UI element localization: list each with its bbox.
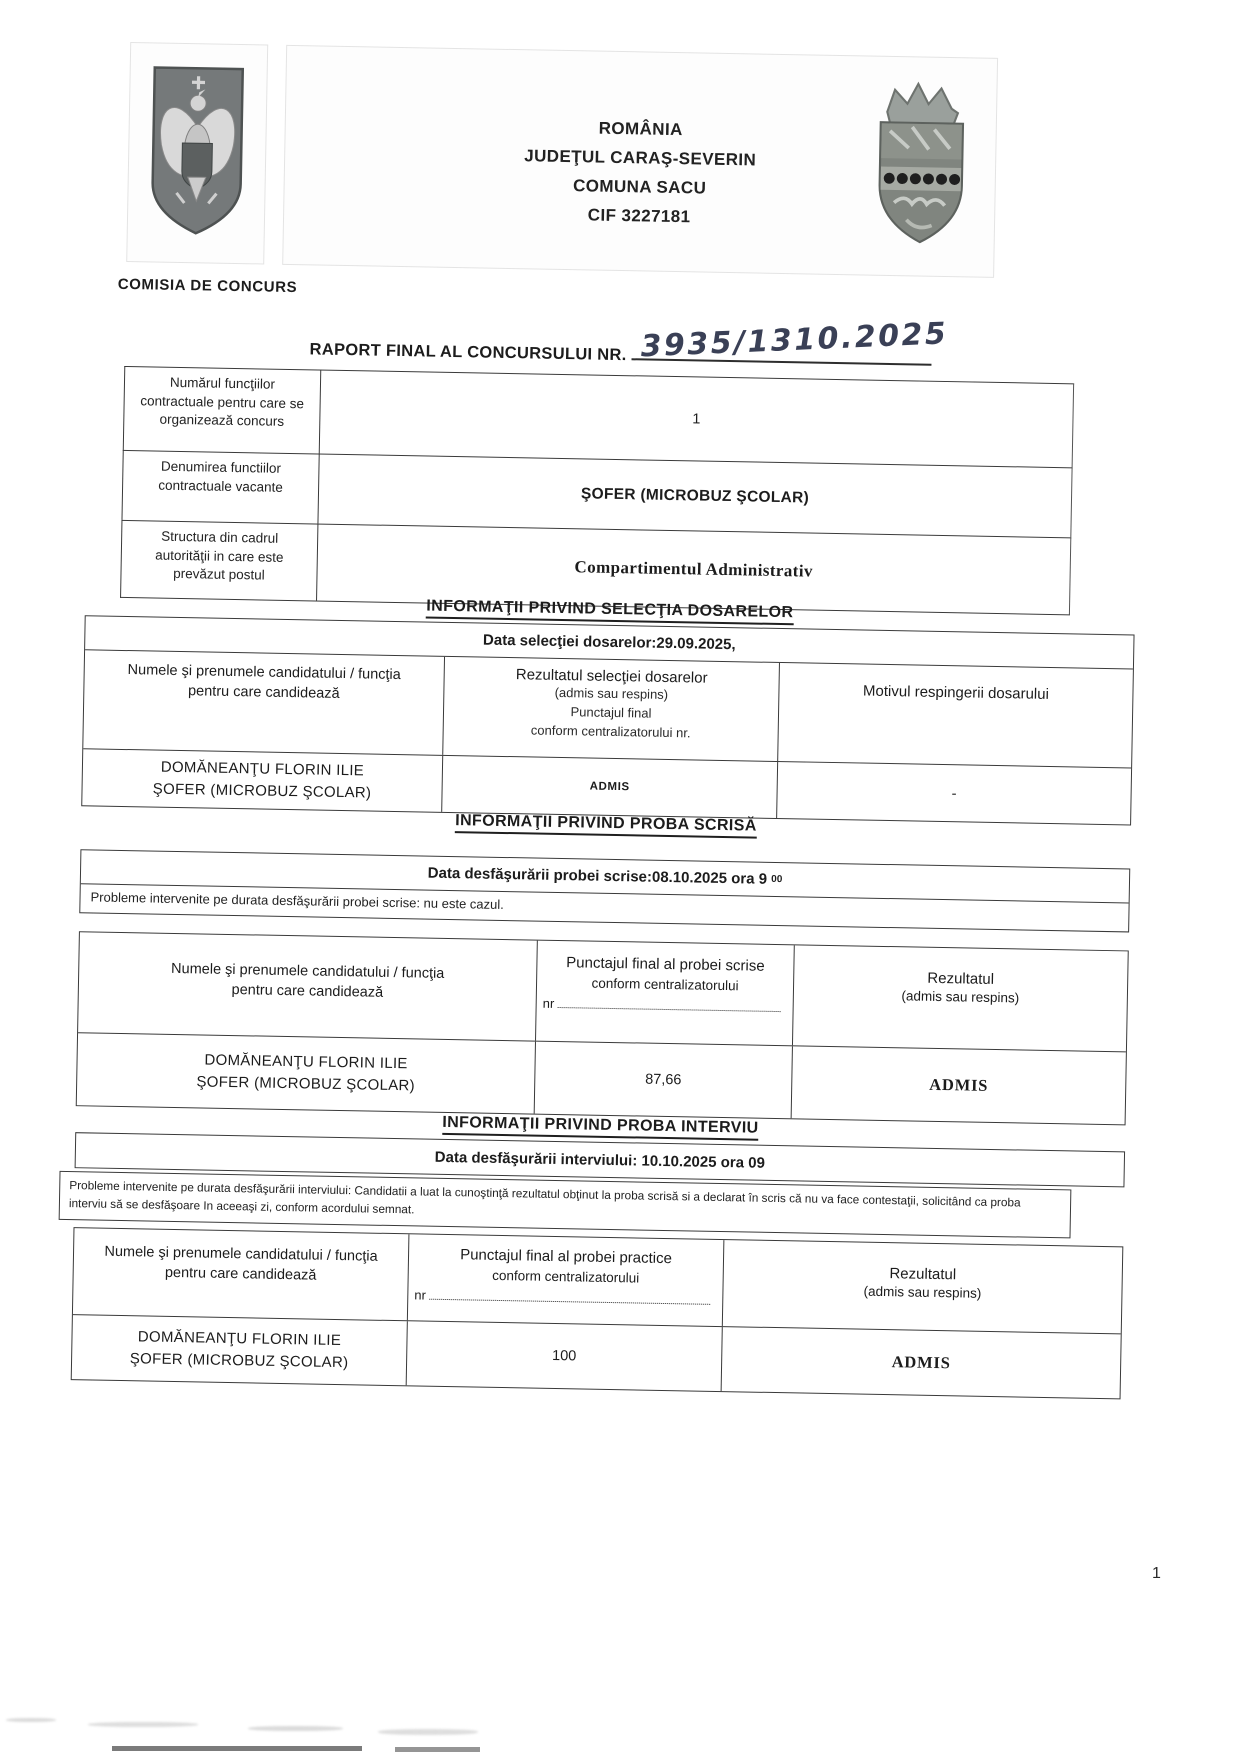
- nr-leader-line: nr: [408, 1281, 722, 1308]
- commune-coat-of-arms-icon: [862, 75, 981, 254]
- row-value: 1: [692, 410, 701, 428]
- selection-date-line: Data selecţiei dosarelor:29.09.2025,: [85, 616, 1133, 669]
- score-header-cell: Punctajul final al probei practice conform centralizatorului nr: [408, 1234, 725, 1326]
- selection-table: [81, 615, 1134, 825]
- fiscal-code: CIF 3227181: [587, 205, 691, 227]
- selection-header-row: [83, 650, 1133, 768]
- result-header-cell: Rezultatul (admis sau respins): [901, 969, 1020, 1006]
- scan-smudge: [88, 1722, 198, 1727]
- candidate-header-cell: Numele şi prenumele candidatului / funcţia pentru care candidează: [83, 650, 445, 755]
- reason-header-cell: Motivul respingerii dosarului: [862, 682, 1050, 703]
- result-header-cell: Rezultatul selecţiei dosarelor (admis sau respins) Punctajul final conform centralizatorului nr.: [443, 657, 780, 761]
- written-problems-line: Probleme intervenite pe durata desfăşurării probei scrise: nu este cazul.: [90, 889, 504, 912]
- county-name: JUDEŢUL CARAŞ-SEVERIN: [524, 146, 757, 170]
- row-label: Numărul funcţiilor contractuale pentru care se organizează concurs: [124, 367, 321, 454]
- scan-smudge: [6, 1718, 56, 1722]
- score-header-cell: Punctajul final al probei scrise conform centralizatorului nr: [536, 941, 795, 1046]
- candidate-header-cell: Numele şi prenumele candidatului / funcţia pentru care candidează: [73, 1228, 410, 1320]
- romania-coat-of-arms-icon: [146, 64, 249, 243]
- header-left-emblem-box: [126, 42, 268, 264]
- candidate-name: DOMĂNEANŢU FLORIN ILIE: [137, 1328, 342, 1350]
- candidate-cell: [77, 1033, 536, 1113]
- section-title-written: INFORMAŢII PRIVIND PROBA SCRISĂ: [81, 805, 1131, 842]
- report-number-underline: [631, 316, 949, 365]
- candidate-name: DOMĂNEANŢU FLORIN ILIE: [160, 758, 365, 780]
- handwritten-report-number: 3935/1310.2025: [639, 316, 949, 365]
- country-name: ROMÂNIA: [598, 118, 683, 140]
- scan-edge-artifact: [395, 1747, 480, 1752]
- dotted-leader: [429, 1288, 711, 1304]
- page-number: 1: [1152, 1565, 1161, 1582]
- row-label: Structura din cadrul autorităţii in care este prevăzut postul: [121, 521, 318, 601]
- row-label: Denumirea functiilor contractuale vacante: [122, 451, 319, 524]
- interview-problems-box: Probleme intervenite pe durata desfăşurării interviului: Candidatii a luat la cunoştinţă rezultatul obţinut la proba scrisă si a declarat în scris că nu va face contestaţii, solicitând ca proba interviu să se desfăşoare In aceeaşi zi, conform acordului semnat.: [59, 1171, 1072, 1238]
- report-title-label: RAPORT FINAL AL CONCURSULUI NR.: [309, 340, 627, 365]
- section-title-selection: INFORMAŢII PRIVIND SELECŢIA DOSARELOR: [85, 591, 1135, 628]
- selection-result: ADMIS: [442, 756, 778, 818]
- interview-score: 100: [407, 1321, 723, 1391]
- table-row: [123, 366, 1074, 467]
- candidate-cell: [72, 1315, 408, 1385]
- written-date-line: Data desfăşurării probei scrise:08.10.2025 ora 9 $_{00}$: [81, 850, 1129, 903]
- written-table: [76, 931, 1129, 1125]
- candidate-cell: [82, 749, 443, 812]
- written-info-box: [79, 849, 1130, 932]
- written-header-row: [78, 932, 1128, 1052]
- report-title-line: [309, 316, 949, 370]
- candidate-header-cell: Numele şi prenumele candidatului / funcţia pentru care candidează: [78, 932, 538, 1040]
- commission-label: COMISIA DE CONCURS: [117, 275, 298, 297]
- commune-name: COMUNA SACU: [572, 176, 707, 198]
- scan-smudge: [378, 1729, 478, 1735]
- summary-table: [120, 366, 1074, 615]
- candidate-function: ŞOFER (MICROBUZ ŞCOLAR): [152, 780, 372, 802]
- candidate-function: ŞOFER (MICROBUZ ŞCOLAR): [196, 1073, 416, 1095]
- candidate-function: ŞOFER (MICROBUZ ŞCOLAR): [129, 1350, 349, 1372]
- row-value: ŞOFER (MICROBUZ ŞCOLAR): [580, 484, 810, 507]
- scan-smudge: [248, 1726, 343, 1731]
- interview-table: [71, 1227, 1124, 1399]
- interview-result: ADMIS: [891, 1352, 951, 1373]
- written-result: ADMIS: [929, 1074, 989, 1095]
- result-header-cell: Rezultatul (admis sau respins): [863, 1265, 982, 1301]
- header-right-emblem-box: [844, 75, 997, 268]
- written-hour-superscript: 00: [771, 873, 783, 886]
- dotted-leader: [557, 996, 781, 1011]
- candidate-name: DOMĂNEANŢU FLORIN ILIE: [204, 1051, 408, 1073]
- section-title-interview: INFORMAŢII PRIVIND PROBA INTERVIU: [75, 1107, 1125, 1144]
- written-score: 87,66: [535, 1042, 793, 1119]
- scan-edge-artifact: [112, 1746, 362, 1751]
- rejection-reason: -: [951, 784, 957, 802]
- interview-date-box: Data desfăşurării interviului: 10.10.2025 ora 09: [75, 1132, 1125, 1187]
- row-value: Compartimentul Administrativ: [574, 557, 814, 581]
- nr-leader-line: nr: [537, 989, 793, 1015]
